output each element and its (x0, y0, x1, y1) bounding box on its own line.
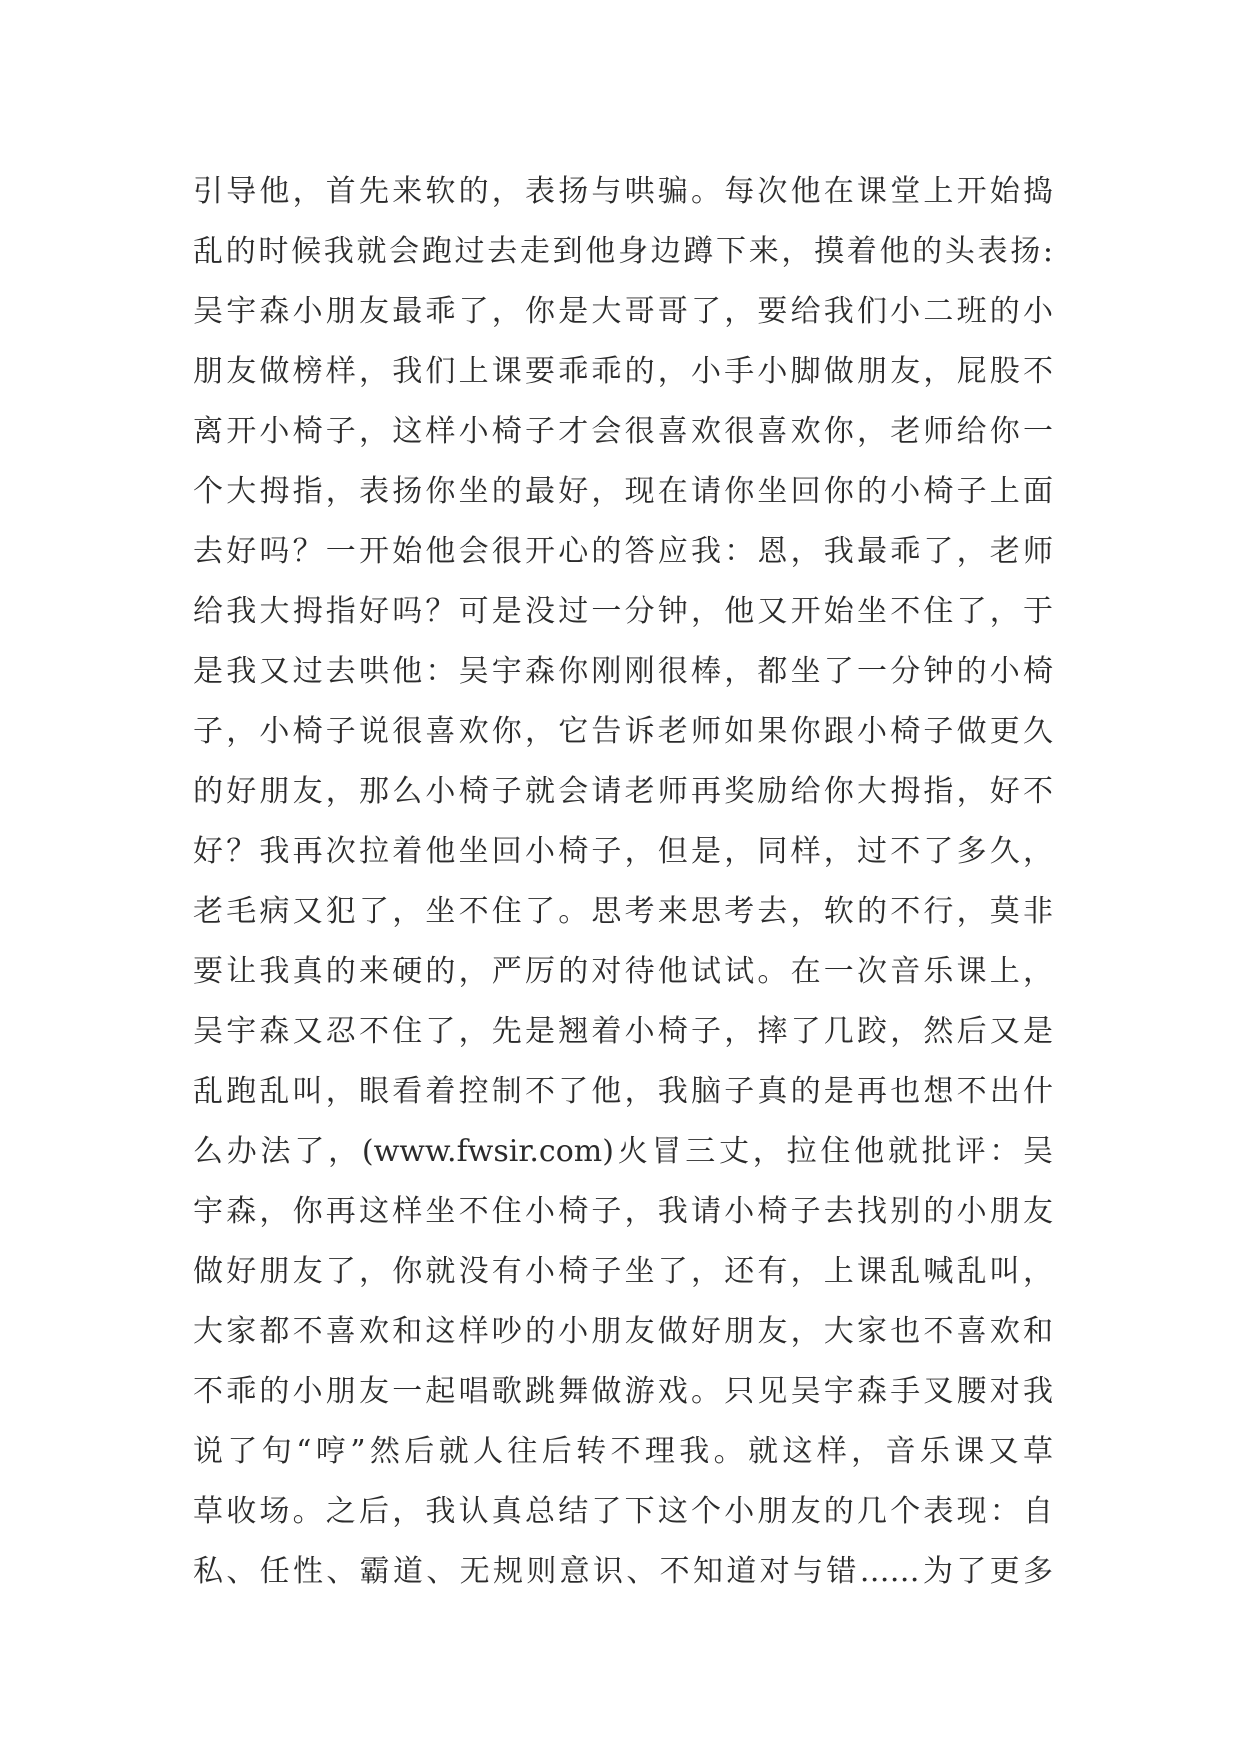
text-line: 吴宇森小朋友最乖了，你是大哥哥了，要给我们小二班的小 (193, 294, 1053, 329)
text-line: 是我又过去哄他：吴宇森你刚刚很棒，都坐了一分钟的小椅 (193, 654, 1053, 689)
text-line: 子，小椅子说很喜欢你，它告诉老师如果你跟小椅子做更久 (193, 714, 1053, 749)
text-line: 老毛病又犯了，坐不住了。思考来思考去，软的不行，莫非 (193, 894, 1053, 929)
text-line: 朋友做榜样，我们上课要乖乖的，小手小脚做朋友，屁股不 (193, 354, 1053, 389)
text-line: 做好朋友了，你就没有小椅子坐了，还有，上课乱喊乱叫， (193, 1254, 1053, 1289)
text-line: 给我大拇指好吗？可是没过一分钟，他又开始坐不住了，于 (193, 594, 1053, 629)
text-line: 宇森，你再这样坐不住小椅子，我请小椅子去找别的小朋友 (193, 1194, 1053, 1229)
text-line: 大家都不喜欢和这样吵的小朋友做好朋友，大家也不喜欢和 (193, 1314, 1053, 1349)
text-line: 草收场。之后，我认真总结了下这个小朋友的几个表现：自 (193, 1494, 1053, 1529)
body-text (193, 162, 1053, 1602)
text-line: 要让我真的来硬的，严厉的对待他试试。在一次音乐课上， (193, 954, 1053, 989)
text-line: 好？我再次拉着他坐回小椅子，但是，同样，过不了多久， (193, 834, 1053, 869)
text-line: 的好朋友，那么小椅子就会请老师再奖励给你大拇指，好不 (193, 774, 1053, 809)
text-line: 个大拇指，表扬你坐的最好，现在请你坐回你的小椅子上面 (193, 474, 1053, 509)
text-line: 私、任性、霸道、无规则意识、不知道对与错……为了更多 (193, 1554, 1053, 1589)
text-line: 离开小椅子，这样小椅子才会很喜欢很喜欢你，老师给你一 (193, 414, 1053, 449)
text-line: 吴宇森又忍不住了，先是翘着小椅子，摔了几跤，然后又是 (193, 1014, 1053, 1049)
text-line: 不乖的小朋友一起唱歌跳舞做游戏。只见吴宇森手叉腰对我 (193, 1374, 1053, 1409)
text-line: 说了句“哼”然后就人往后转不理我。就这样，音乐课又草 (193, 1434, 1053, 1469)
text-line: 乱的时候我就会跑过去走到他身边蹲下来，摸着他的头表扬: (193, 234, 1053, 269)
text-line: 引导他，首先来软的，表扬与哄骗。每次他在课堂上开始捣 (193, 174, 1053, 209)
text-line: 乱跑乱叫，眼看着控制不了他，我脑子真的是再也想不出什 (193, 1074, 1053, 1109)
text-line: 么办法了，(www.fwsir.com)火冒三丈，拉住他就批评：吴 (193, 1134, 1053, 1169)
text-line: 去好吗？一开始他会很开心的答应我：恩，我最乖了，老师 (193, 534, 1053, 569)
